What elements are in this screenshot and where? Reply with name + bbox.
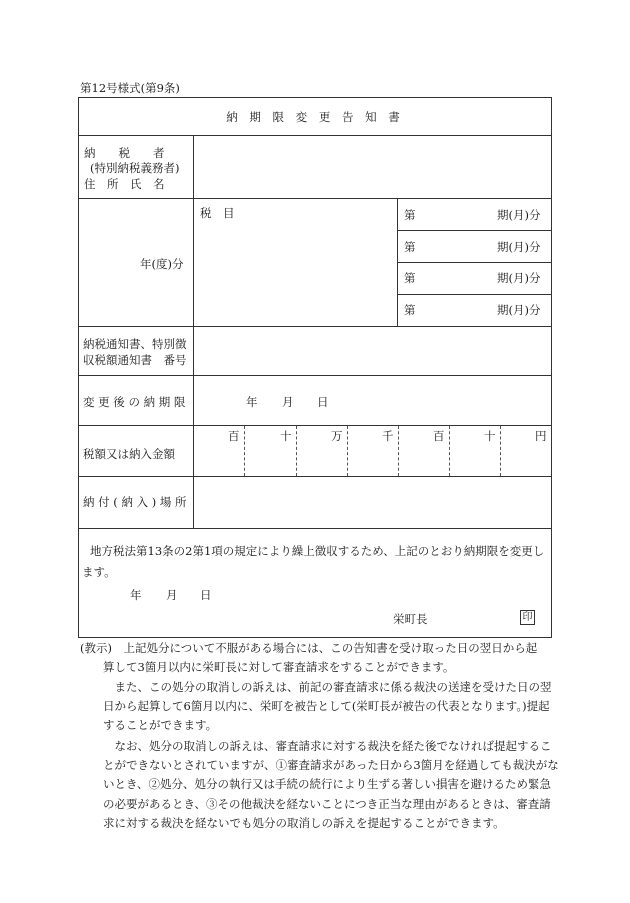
issuer-name: 栄町長 (393, 612, 428, 626)
deadline-day: 日 (317, 395, 329, 409)
period-column-rule (397, 198, 398, 326)
payment-place-label: 納 付 ( 納 入 ) 場 所 (83, 495, 187, 509)
tax-item-field[interactable] (194, 199, 397, 326)
rule-period-1 (397, 230, 552, 231)
amount-unit: 千 (382, 429, 394, 443)
amount-unit: 万 (331, 429, 343, 443)
tax-item-label: 税 目 (200, 206, 235, 220)
period-3-suffix: 期(月)分 (497, 271, 541, 285)
taxpayer-label-1: 納 税 者 (84, 146, 165, 160)
instruction-line: とができないとされていますが、①審査請求があった日から3箇月を経過しても裁決がな (80, 758, 559, 772)
instruction-line: また、この処分の取消しの訴えは、前記の審査請求に係る裁決の送達を受けた日の翌 (80, 680, 552, 694)
taxpayer-address-name-field[interactable] (194, 136, 551, 198)
deadline-month: 月 (282, 395, 294, 409)
statement-date-month: 月 (166, 588, 178, 602)
notice-number-label-1: 納税通知書、特別徴 (83, 337, 187, 351)
taxpayer-label-2: (特別納税義務者) (90, 161, 180, 175)
payment-place-field[interactable] (194, 477, 551, 528)
rule-payment-place (78, 528, 552, 529)
amount-unit: 百 (228, 429, 240, 443)
rule-period-2 (397, 262, 552, 263)
period-4-prefix: 第 (404, 303, 416, 317)
period-2-suffix: 期(月)分 (497, 240, 541, 254)
instruction-line: の必要があるとき、③その他裁決を経ないことにつき正当な理由があるときは、審査請 (80, 797, 551, 811)
seal-box (520, 610, 535, 625)
period-1-suffix: 期(月)分 (497, 208, 541, 222)
form-title: 納 期 限 変 更 告 知 書 (226, 110, 404, 124)
instruction-line: 求に対する裁決を経ないでも処分の取消しの訴えを提起することができます。 (80, 816, 505, 830)
taxpayer-label-3: 住 所 氏 名 (84, 177, 165, 191)
amount-unit: 円 (535, 429, 547, 443)
period-3-prefix: 第 (404, 271, 416, 285)
instruction-line: なお、処分の取消しの訴えは、審査請求に対する裁決を経た後でなければ提起するこ (80, 739, 552, 753)
form-number: 第12号様式(第9条) (80, 81, 180, 95)
statement-date-year: 年 (130, 588, 142, 602)
year-label: 年(度)分 (140, 257, 184, 271)
amount-unit: 十 (484, 429, 496, 443)
instruction-line: 日から起算して6箇月以内に、栄町を被告として(栄町長が被告の代表となります。)提起 (80, 699, 550, 713)
amount-field[interactable] (194, 426, 551, 476)
period-1-prefix: 第 (404, 208, 416, 222)
amount-unit: 十 (280, 429, 292, 443)
new-deadline-field[interactable] (194, 376, 551, 425)
statement-date-day: 日 (200, 588, 212, 602)
amount-unit: 百 (433, 429, 445, 443)
notice-number-label-2: 収税額通知書 番号 (83, 353, 187, 367)
deadline-year: 年 (246, 395, 258, 409)
notice-number-field[interactable] (194, 327, 551, 375)
instruction-line: することができます。 (80, 718, 218, 732)
amount-label: 税額又は納入金額 (83, 447, 175, 461)
rule-period-3 (397, 294, 552, 295)
statement-line-1: 地方税法第13条の2第1項の規定により繰上徴収するため、上記のとおり納期限を変更し (90, 544, 545, 558)
statement-line-2: ます。 (82, 565, 116, 579)
seal-mark: 印 (522, 612, 533, 623)
period-2-prefix: 第 (404, 240, 416, 254)
instruction-line: いとき、②処分、処分の執行又は手続の続行により生ずる著しい損害を避けるため緊急 (80, 777, 552, 791)
new-deadline-label: 変 更 後 の 納 期 限 (83, 395, 186, 409)
period-4-suffix: 期(月)分 (497, 303, 541, 317)
instruction-line: 算して3箇月以内に栄町長に対して審査請求をすることができます。 (80, 660, 455, 674)
instruction-line: (教示) 上記処分について不服がある場合には、この告知書を受け取った日の翌日から起 (80, 641, 538, 655)
